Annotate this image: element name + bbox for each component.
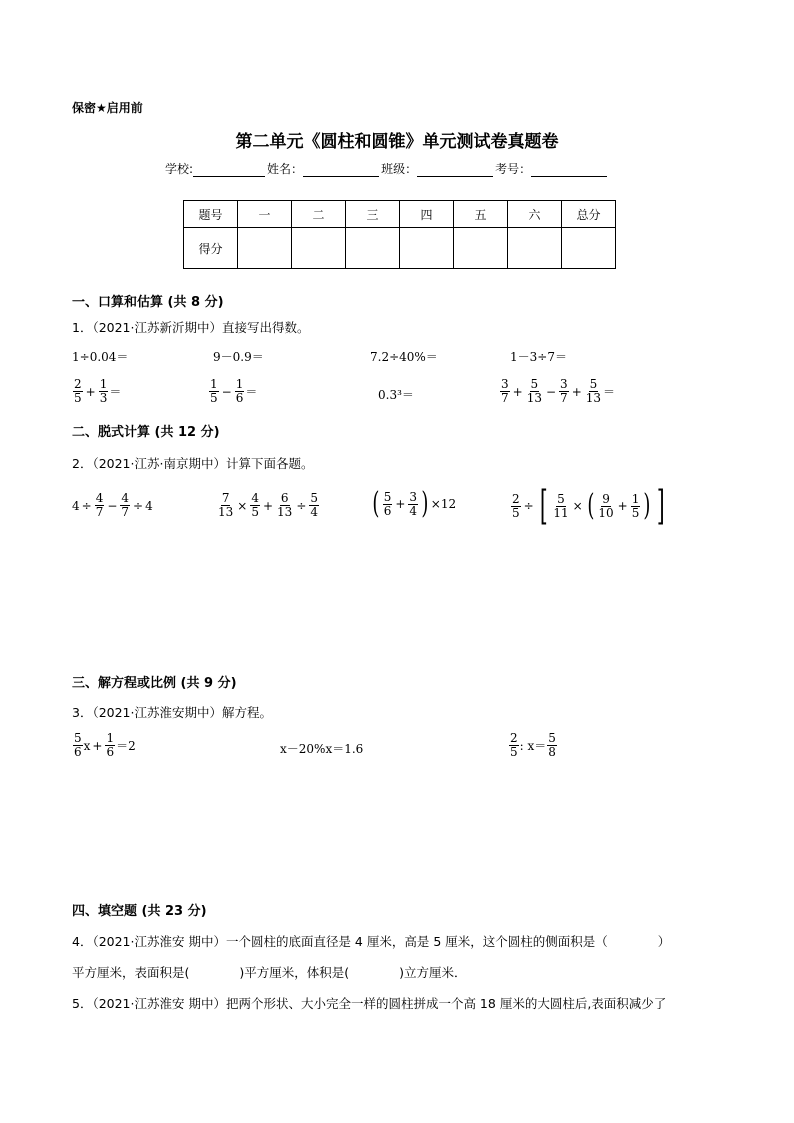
section-heading-1: 一、口算和估算 (共 8 分) (72, 295, 224, 310)
score-row-label: 得分 (184, 228, 238, 269)
question-3: 3．（2021·江苏淮安期中）解方程。 (72, 705, 272, 720)
q2-item-a: 4 ÷ $\frac{4}{7}$ − $\frac{4}{7}$ ÷ 4 (72, 491, 153, 519)
q3-item-b: x－20%x＝1.6 (280, 742, 364, 756)
q1-item-b: 9－0.9＝ (213, 350, 264, 364)
q1-item-f: 1 5 − $\frac{1}{6}$ ＝ (210, 377, 258, 405)
class-label: 班级： (381, 162, 418, 176)
score-table (183, 200, 616, 269)
score-table-header: 五 (454, 201, 508, 228)
class-field[interactable] (417, 162, 493, 177)
score-cell[interactable] (292, 228, 346, 269)
q3-item-a: 5 6 x + $\frac{1}{6}$ ＝2 (74, 731, 136, 759)
q1-item-e: 2 5 + $\frac{1}{3}$ ＝ (74, 377, 122, 405)
score-table-header: 三 (346, 201, 400, 228)
q2-item-c: ( 5 6 + $\frac{3}{4}$ ) ×12 (372, 486, 457, 521)
score-table-header: 四 (400, 201, 454, 228)
q1-item-a: 1÷0.04＝ (72, 350, 129, 364)
q1-item-h: 0.3³＝ (378, 388, 414, 402)
question-2: 2．（2021·江苏·南京期中）计算下面各题。 (72, 456, 314, 471)
score-cell[interactable] (400, 228, 454, 269)
school-label: 学校: (165, 162, 194, 176)
question-1: 1．（2021·江苏新沂期中）直接写出得数。 (72, 320, 310, 335)
q2-item-d: $\frac{2}{5}$ ÷ [ $\frac{5}{11}$ × ( 9 10 + $\frac{1}{5}$ ) ] (512, 483, 665, 529)
score-cell[interactable] (508, 228, 562, 269)
section-heading-4: 四、填空题 (共 23 分) (72, 904, 207, 919)
q2-item-b: $\frac{7}{13}$ × $\frac{4}{5}$ + $\frac{6}{13}$ ÷ $\frac{5}{4}$ (218, 491, 319, 519)
section-heading-2: 二、脱式计算 (共 12 分) (72, 425, 220, 440)
score-table-header: 题号 (184, 201, 238, 228)
q1-item-g: 3 7 + $\frac{5}{13}$ − $\frac{3}{7}$ + $\frac{5}{13}$ ＝ (501, 377, 616, 405)
school-field[interactable] (193, 162, 265, 177)
q1-item-c: 7.2÷40%＝ (370, 350, 438, 364)
page-title: 第二单元《圆柱和圆锥》单元测试卷真题卷 (235, 132, 559, 152)
score-table-header: 总分 (562, 201, 616, 228)
score-table-header: 一 (238, 201, 292, 228)
question-5-line-1: 5．（2021·江苏淮安 期中）把两个形状、大小完全一样的圆柱拼成一个高 18 厘米的大圆柱后,表面积减少了 (72, 996, 667, 1011)
q3-item-c: 2 5 : x＝ 5 8 (510, 731, 556, 759)
score-table-header: 六 (508, 201, 562, 228)
score-cell[interactable] (238, 228, 292, 269)
q1-item-d: 1－3÷7＝ (510, 350, 567, 364)
score-table-header: 二 (292, 201, 346, 228)
question-4-line-1: 4．（2021·江苏淮安 期中）一个圆柱的底面直径是 4 厘米，高是 5 厘米，这个圆柱的侧面积是（ ） (72, 934, 671, 949)
section-heading-3: 三、解方程或比例 (共 9 分) (72, 676, 237, 691)
confidential-label: 保密★启用前 (72, 101, 143, 115)
question-4-line-2: 平方厘米，表面积是( )平方厘米，体积是( )立方厘米． (72, 965, 467, 980)
exam-number-field[interactable] (531, 162, 607, 177)
student-info-line (165, 160, 609, 177)
score-cell[interactable] (454, 228, 508, 269)
score-cell[interactable] (346, 228, 400, 269)
name-label: 姓名： (267, 162, 304, 176)
name-field[interactable] (303, 162, 379, 177)
score-cell[interactable] (562, 228, 616, 269)
exam-number-label: 考号： (495, 162, 532, 176)
